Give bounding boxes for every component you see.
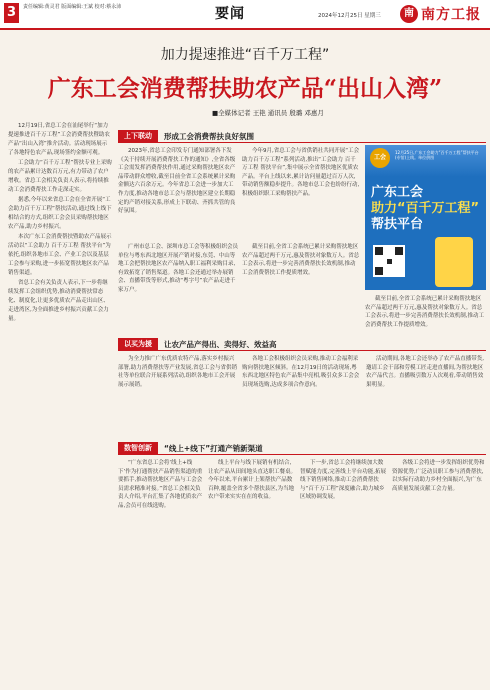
logo-icon: 南 bbox=[400, 5, 418, 23]
headline-kicker: 加力提速推进“百千万工程” bbox=[160, 47, 330, 63]
phone-illustration bbox=[435, 237, 473, 287]
section-3-column-d bbox=[392, 459, 486, 687]
section-heading-2 bbox=[118, 338, 277, 350]
masthead bbox=[0, 0, 490, 30]
article-byline: ■全媒体记者 王艳 通讯员 殷璐 邓惠月 bbox=[212, 109, 324, 117]
section-2-column-c bbox=[366, 355, 486, 437]
section-subtitle: 让农产品产得出、卖得好、效益高 bbox=[164, 339, 277, 349]
section-heading-1 bbox=[118, 130, 254, 142]
section-heading-3 bbox=[118, 442, 263, 454]
body-paragraph: 下一步,省总工会将继续加大数智赋能力度,完善线上平台功能,拓展线下销售网络,推动工会消费帮扶与“百千万工程”深度融合,助力城乡区域协调发展。 bbox=[300, 460, 386, 501]
body-paragraph: 广州市总工会、深圳市总工会等积极组织会员单位与粤东西北地区开展产销对接,东莞、中山等地工会把帮扶地区农产品纳入职工福利采购目录,有效拓宽了销售渠道。各地工会还通过举办展销会、直播带货等形式,推动“粤字号”农产品走进千家万户。 bbox=[118, 244, 238, 293]
platform-poster-image bbox=[365, 145, 486, 290]
body-paragraph: “广东省总工会将‘线上+线下’作为打通帮扶产品销售渠道的重要抓手,推动帮扶地区产品与工会会员需求精准对接。”省总工会相关负责人介绍,平台汇集了各地优质农产品,会员可在线选购。 bbox=[118, 460, 203, 509]
intro-paragraph: 据悉,今年以来省总工会在全省开展“工会助力百千万工程”帮扶活动,通过线上线下相结合的方式,组织工会会员采购帮扶地区农产品,助力乡村振兴。 bbox=[8, 197, 112, 230]
poster-title-line: 广东工会 bbox=[371, 185, 424, 200]
poster-title-line: 帮扶平台 bbox=[371, 217, 424, 232]
article-headline: 广东工会消费帮扶助农产品“出山入湾” bbox=[47, 75, 443, 102]
intro-paragraph: 工会助力“百千万工程”帮扶专业上采购的农产品累计达数百万元,有力带动了农户增收。省总工会相关负责人表示,将持续推动工会消费帮扶工作走深走实。 bbox=[8, 160, 112, 193]
union-badge-icon: 工会 bbox=[370, 148, 390, 168]
section-1-column-a bbox=[118, 147, 238, 239]
section-subtitle: “线上+线下”打通产销新渠道 bbox=[164, 443, 263, 453]
section-3-column-b bbox=[208, 459, 296, 687]
section-2-column-a bbox=[118, 355, 238, 437]
editor-credits: 责任编辑:黄灵君 版面编辑:王斌 校对:蔡永沛 bbox=[23, 4, 122, 10]
section-1-column-e bbox=[365, 295, 486, 333]
body-paragraph: 各级工会将进一步发挥组织优势和资源优势,广泛动员职工参与消费帮扶,以实际行动助力乡村全面振兴,为广东高质量发展贡献工会力量。 bbox=[392, 460, 485, 492]
section-2-column-b bbox=[242, 355, 362, 437]
section-1-column-b bbox=[242, 147, 360, 239]
body-paragraph: 线上平台与线下展销有机结合,让农产品从田间地头直达职工餐桌。今年以来,平台累计上架帮扶产品数百种,覆盖全省多个帮扶县区,为当地农户带来实实在在的收益。 bbox=[208, 460, 296, 501]
body-paragraph: 今年9月,省总工会与省供销社共同开展“工会助力百千万工程”系列活动,推出“工会助力 百千万工程 帮扶平台”,集中展示全省帮扶地区优质农产品。平台上线以来,累计访问量超过百万人次,带动销售额稳步提升。各地市总工会也纷纷行动,积极组织职工采购帮扶产品。 bbox=[242, 148, 360, 197]
body-paragraph: 为全力推广广东优质农特产品,落实乡村振兴部署,助力消费帮扶等产业发展,省总工会与省供销社等单位联合开展系列活动,组织各地市工会开展展示展销。 bbox=[118, 356, 237, 388]
publication-date: 2024年12月25日 星期三 bbox=[318, 13, 381, 19]
section-tag: 以买为援 bbox=[118, 338, 158, 350]
section-rule bbox=[118, 454, 486, 455]
intro-paragraph: 本次广东工会消费帮扶暨助农产品展示活动以“工会助力 百千万工程 帮扶平台”为依托,组织各地市工会、产业工会以及基层工会参与采购,进一步拓宽帮扶地区农产品销售渠道。 bbox=[8, 234, 112, 276]
section-tag: 数智创新 bbox=[118, 442, 158, 454]
section-rule bbox=[118, 142, 486, 143]
section-1-column-c bbox=[118, 243, 238, 333]
section-3-column-c bbox=[300, 459, 388, 687]
body-paragraph: 各地工会积极组织会员采购,推动工会福利采购向帮扶地区倾斜。在12月19日的活动现场,粤东西北地区特色农产品集中亮相,吸引众多工会会员现场选购,达成多项合作意向。 bbox=[242, 356, 360, 388]
poster-caption: 12月25日,广东工会助力“百千万工程”帮扶平台(专馆)上线。单位供图 bbox=[395, 150, 479, 160]
body-paragraph: 截至目前,全省工会系统已累计采购帮扶地区农产品超过两千万元,惠及帮扶对象数万人。省总工会表示,将进一步完善消费帮扶长效机制,推动工会消费帮扶工作提质增效。 bbox=[365, 296, 484, 328]
qr-code-icon bbox=[373, 245, 405, 277]
section-title: 要闻 bbox=[215, 6, 245, 22]
body-paragraph: 2023年,省总工会印发专门通知部署各下发《关于持续开展消费帮扶工作的通知》,全省各级工会需发挥消费帮扶作用,通过采购帮扶地区农产品带动群众增收,截至目前全省工会系统累计采购金额达六百余万元。今年省总工会进一步加大工作力度,推动各地市总工会与帮扶地区建立长期稳定的产销对接关系,形成上下联动、齐抓共管的良好氛围。 bbox=[118, 148, 236, 215]
section-subtitle: 形成工会消费帮扶良好氛围 bbox=[164, 131, 254, 141]
body-paragraph: 活动期间,各地工会还举办了农产品直播带货,邀请工会干部和劳模工匠走进直播间,为帮扶地区农产品代言。直播吸引数万人次观看,带动销售效果明显。 bbox=[366, 356, 484, 388]
intro-paragraph: 省总工会有关负责人表示,下一步将继续发挥工会组织优势,推动消费帮扶常态化、制度化,让更多优质农产品走出山区、走进湾区,为全面推进乡村振兴贡献工会力量。 bbox=[8, 280, 109, 322]
intro-column bbox=[8, 122, 112, 688]
section-3-column-a bbox=[118, 459, 204, 687]
section-rule bbox=[118, 350, 486, 351]
poster-title-line: 助力“百千万工程” bbox=[371, 201, 480, 216]
logo-text: 南方工报 bbox=[421, 7, 481, 23]
poster-title bbox=[371, 185, 481, 233]
section-1-column-d bbox=[242, 243, 360, 333]
intro-paragraph: 12月19日,省总工会在汕尾举行“加力提速推进百千万工程”工会消费帮扶暨助农产品“出山入湾”推介活动。活动现场展示了各地特色农产品,现场签约金额可观。 bbox=[8, 123, 110, 156]
page-number: 3 bbox=[4, 3, 19, 23]
body-paragraph: 截至目前,全省工会系统已累计采购帮扶地区农产品超过两千万元,惠及帮扶对象数万人。省总工会表示,将进一步完善消费帮扶长效机制,推动工会消费帮扶工作提质增效。 bbox=[242, 244, 360, 276]
newspaper-logo bbox=[400, 2, 481, 26]
section-tag: 上下联动 bbox=[118, 130, 158, 142]
